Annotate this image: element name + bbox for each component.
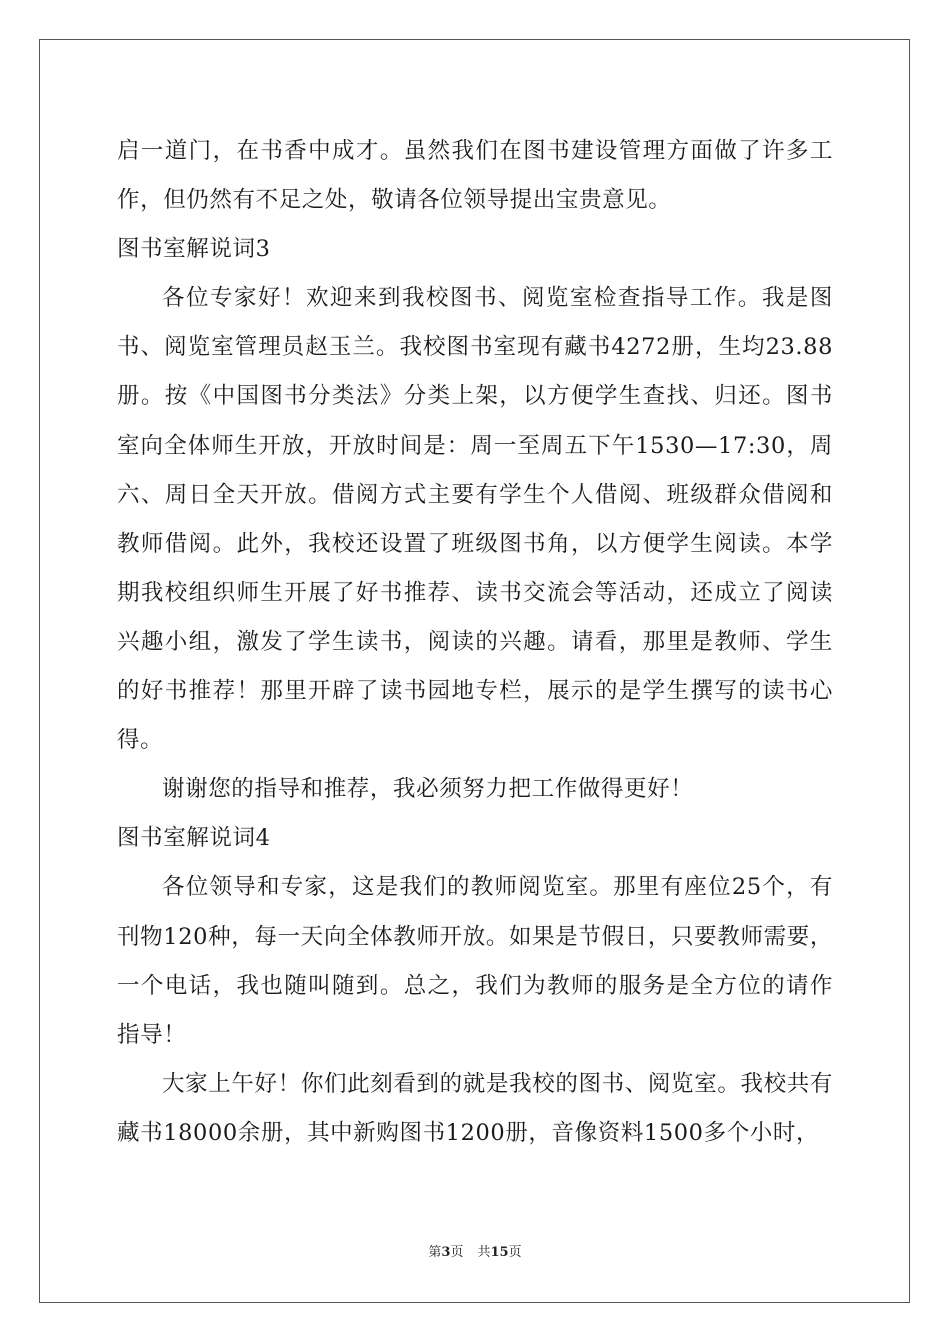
paragraph-thanks: 谢谢您的指导和推荐，我必须努力把工作做得更好！ xyxy=(162,776,694,803)
document-body xyxy=(117,127,833,1158)
paragraph-teacher-reading-room: 各位领导和专家，这是我们的教师阅览室。那里有座位25个，有刊物120种，每一天向全体教师开放。如果是节假日，只要教师需要，一个电话，我也随叫随到。总之，我们为教师的服务是全方位的请作指导！ xyxy=(117,874,833,1048)
page-footer xyxy=(0,1244,950,1262)
paragraph-morning-greeting: 大家上午好！你们此刻看到的就是我校的图书、阅览室。我校共有藏书18000余册，其中新购图书1200册，音像资料1500多个小时， xyxy=(117,1070,833,1146)
paragraph-library-intro: 各位专家好！欢迎来到我校图书、阅览室检查指导工作。我是图书、阅览室管理员赵玉兰。我校图书室现有藏书4272册，生均23.88册。按《中国图书分类法》分类上架，以方便学生查找、归还。图书室向全体师生开放，开放时间是：周一至周五下午1530—17:30，周六、周日全天开放。借阅方式主要有学生个人借阅、班级群众借阅和教师借阅。此外，我校还设置了班级图书角，以方便学生阅读。本学期我校组织师生开展了好书推荐、读书交流会等活动，还成立了阅读兴趣小组，激发了学生读书，阅读的兴趣。请看，那里是教师、学生的好书推荐！那里开辟了读书园地专栏，展示的是学生撰写的读书心得。 xyxy=(117,285,833,754)
section-heading-4: 图书室解说词4 xyxy=(117,825,271,852)
total-prefix: 共 xyxy=(477,1245,491,1260)
total-pages: 15 xyxy=(490,1245,509,1260)
paragraph-continuation: 启一道门，在书香中成才。虽然我们在图书建设管理方面做了许多工作，但仍然有不足之处，敬请各位领导提出宝贵意见。 xyxy=(117,138,833,214)
section-heading-3: 图书室解说词3 xyxy=(117,236,271,263)
page-suffix: 页 xyxy=(450,1245,464,1260)
total-suffix: 页 xyxy=(508,1245,522,1260)
page-prefix: 第 xyxy=(428,1245,442,1260)
page-number: 3 xyxy=(441,1245,451,1260)
